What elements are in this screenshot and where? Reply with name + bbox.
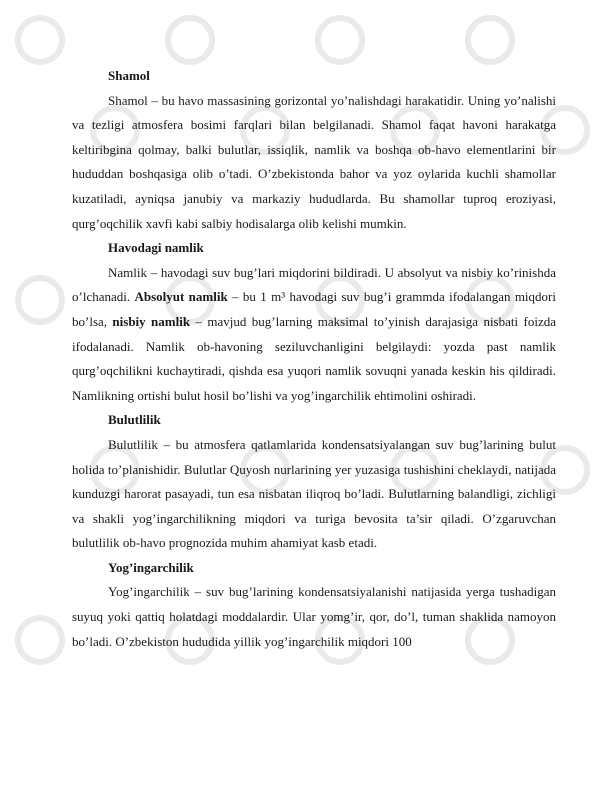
- paragraph-text: Yog’ingarchilik – suv bug’larining kondensatsiyalanishi natijasida yerga tushadigan suyuq yoki qattiq holatdagi moddalardir. Ular yomg’ir, qor, do’l, tuman shaklida namoyon bo’ladi. O’zbekiston hududida yillik yog’ingarchilik miqdori 100: [72, 584, 556, 649]
- paragraph-text: – bu 1 m³ havodagi suv bug’i grammda ifodalangan miqdori bo’lsa,: [72, 289, 556, 329]
- section-heading: Bulutlilik: [108, 412, 161, 428]
- paragraph-text: – mavjud bug’larning maksimal to’yinish darajasiga nisbati foizda ifodalanadi. Namlik ob-havoning seziluvchanligini belgilaydi: yozda past namlik qurg’oqchilikni kuchaytiradi, qishda esa yuqori namlik sovuqni yanada keskin his qildiradi. Namlikning ortishi bulut hosil bo’lishi va yog’ingarchilik ehtimolini oshiradi.: [72, 313, 556, 403]
- document-page: [72, 64, 556, 654]
- section-bulutlilik: [72, 408, 556, 556]
- section-heading: Yog’ingarchilik: [108, 559, 194, 575]
- term-absolyut-namlik: Absolyut namlik: [134, 289, 228, 305]
- section-shamol: [72, 64, 556, 236]
- paragraph-text: Namlik – havodagi suv bug’lari miqdorini bildiradi. U absolyut va nisbiy ko’rinishda o’lchanadi.: [72, 264, 556, 305]
- section-paragraph: [72, 580, 556, 654]
- section-paragraph: [72, 89, 556, 237]
- paragraph-text: Bulutlilik – bu atmosfera qatlamlarida kondensatsiyalangan suv bug’larining bulut holida to’planishidir. Bulutlar Quyosh nurlarining yer yuzasiga tushishini cheklaydi, natijada kunduzgi harorat pasayadi, tun esa nisbatan iliqroq bo’ladi. Bulutlarning balandligi, zichligi va shakli yog’ingarchilikning miqdori va turiga bevosita ta’sir qiladi. O’zgaruvchan bulutlilik ob-havo prognozida muhim ahamiyat kasb etadi.: [72, 436, 556, 551]
- section-heading: Shamol: [108, 68, 150, 83]
- section-yogingarchilik: [72, 556, 556, 654]
- term-nisbiy-namlik: nisbiy namlik: [112, 313, 191, 329]
- section-paragraph: [72, 261, 556, 409]
- section-heading: Havodagi namlik: [108, 240, 204, 256]
- section-havodagi-namlik: [72, 236, 556, 408]
- paragraph-text: Shamol – bu havo massasining gorizontal yo’nalishdagi harakatidir. Uning yo’nalishi va tezligi atmosfera bosimi farqlari bilan belgilanadi. Shamol faqat havoni harakatga keltiribgina qolmay, balki bulutlar, issiqlik, namlik va boshqa ob-havo elementlarini bir hududdan boshqasiga olib o’tadi. O’zbekistonda bahor va yoz oylarida kuchli shamollar kuzatiladi, ayniqsa janubiy va markaziy hududlarda. Bu shamollar tuproq eroziyasi, qurg’oqchilik xavfi kabi salbiy hodisalarga olib kelishi mumkin.: [72, 92, 556, 231]
- section-paragraph: [72, 433, 556, 556]
